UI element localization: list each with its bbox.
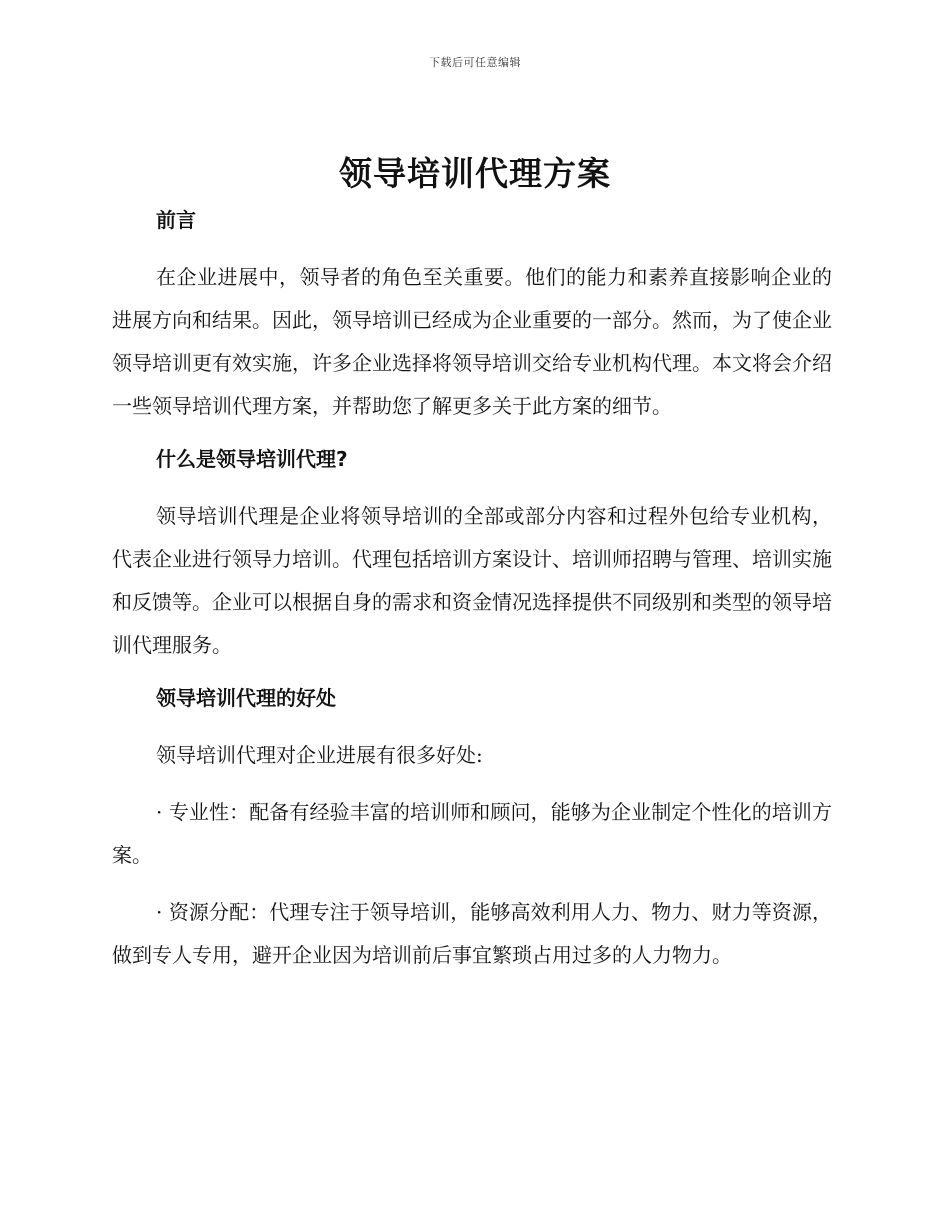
paragraph: 在企业进展中，领导者的角色至关重要。他们的能力和素养直接影响企业的进展方向和结果。因此，领导培训已经成为企业重要的一部分。然而，为了使企业领导培训更有效实施，许多企业选择将领导培训交给专业机构代理。本文将会介绍一些领导培训代理方案，并帮助您了解更多关于此方案的细节。	[112, 265, 832, 418]
bullet-paragraph: · 专业性：配备有经验丰富的培训师和顾问，能够为企业制定个性化的培训方案。	[112, 800, 832, 867]
section-what-is	[112, 442, 832, 667]
paragraph: 领导培训代理是企业将领导培训的全部或部分内容和过程外包给专业机构，代表企业进行领导力培训。代理包括培训方案设计、培训师招聘与管理、培训实施和反馈等。企业可以根据自身的需求和资金情况选择提供不同级别和类型的领导培训代理服务。	[112, 504, 832, 657]
section-heading: 领导培训代理的好处	[156, 686, 336, 710]
bullet-paragraph: · 资源分配：代理专注于领导培训，能够高效利用人力、物力、财力等资源，做到专人专用，避开企业因为培训前后事宜繁琐占用过多的人力物力。	[112, 900, 832, 967]
section-benefits	[112, 681, 832, 977]
paragraph: 领导培训代理对企业进展有很多好处:	[156, 743, 483, 767]
section-preface	[112, 203, 832, 428]
section-heading: 什么是领导培训代理?	[156, 447, 348, 471]
page-header: 下载后可任意编辑	[429, 56, 521, 69]
document-title: 领导培训代理方案	[339, 154, 611, 193]
document-body	[112, 203, 832, 991]
section-heading: 前言	[156, 208, 196, 232]
